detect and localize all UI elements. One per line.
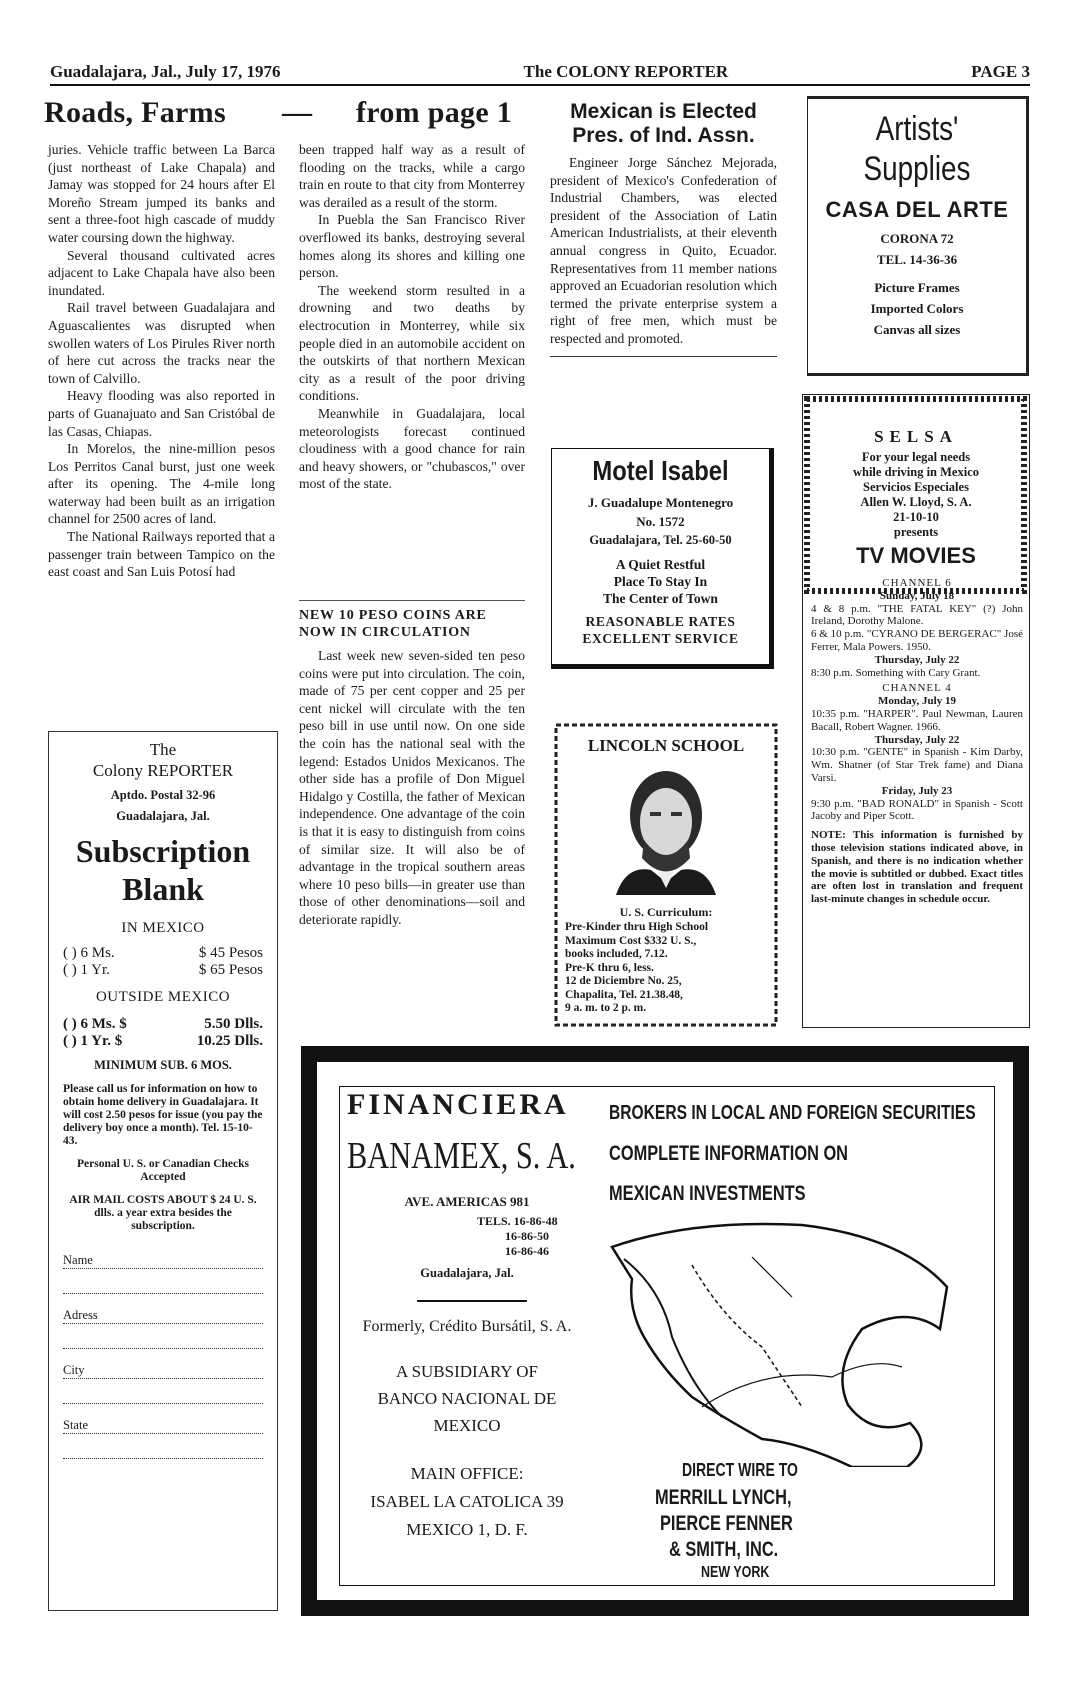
roads-headline-right: from page 1	[356, 96, 513, 129]
minimum-sub: MINIMUM SUB. 6 MOS.	[94, 1058, 232, 1072]
tel-line: 16-86-46	[505, 1244, 549, 1258]
selsa-line: presents	[893, 525, 939, 539]
paragraph: The weekend storm resulted in a drowning and two deaths by electrocution in Monterrey, while six people died in an automobile accident on the outskirts of that northern Mexican city as a result of the poor driving conditions.	[299, 282, 525, 404]
lincoln-line: books included, 7.12.	[565, 948, 668, 960]
paragraph: Rail travel between Guadalajara and Aguascalientes was disrupted when swollen waters of Los Pirules River north of here cut across the tracks near the town of Calvillo.	[48, 300, 275, 386]
smith-inc: & SMITH, INC.	[669, 1538, 779, 1561]
listing: 9:30 p.m. "BAD RONALD" in Spanish - Scott Jacoby and Piper Scott.	[811, 797, 1023, 823]
listing-day: Thursday, July 22	[874, 653, 960, 666]
page-header	[50, 58, 1030, 86]
store-tel: TEL. 14-36-36	[876, 252, 958, 267]
complete-info: COMPLETE INFORMATION ON	[609, 1142, 849, 1165]
item: Imported Colors	[870, 301, 964, 316]
rate-option[interactable]	[63, 962, 263, 979]
blank-title: Blank	[122, 871, 204, 907]
channel-heading: CHANNEL 6	[882, 577, 952, 589]
tel-line: TELS. 16-86-48	[477, 1214, 558, 1228]
listing: 10:35 p.m. "HARPER". Paul Newman, Lauren Bacall, Robert Wagner. 1966.	[811, 707, 1023, 733]
channel-heading: CHANNEL 4	[882, 682, 952, 695]
selsa-ad	[802, 394, 1030, 1028]
subscription-city: Guadalajara, Jal.	[116, 809, 210, 823]
divider	[417, 1300, 527, 1302]
address-field[interactable]	[63, 1302, 263, 1349]
lincoln-title: LINCOLN SCHOOL	[587, 736, 745, 755]
formerly: Formerly, Crédito Bursátil, S. A.	[362, 1318, 572, 1335]
coins-headline: NEW 10 PESO COINS ARE NOW IN CIRCULATION	[299, 608, 487, 640]
tel-line: 16-86-50	[505, 1229, 549, 1243]
field-label: Name	[63, 1253, 93, 1267]
rate-term: ( ) 6 Ms. $	[63, 1016, 127, 1032]
store-street: CORONA 72	[880, 231, 954, 246]
checks-accepted: Personal U. S. or Canadian Checks Accepted	[77, 1158, 249, 1183]
paragraph: Meanwhile in Guadalajara, local meteorologists forecast continued cloudiness with a good chance for rain and heavy showers, or "chubascos," over most of the state.	[299, 405, 525, 492]
brokers-line: BROKERS IN LOCAL AND FOREIGN SECURITIES	[609, 1102, 976, 1124]
listing: 8:30 p.m. Something with Cary Grant.	[811, 666, 981, 679]
masthead-the: The	[149, 740, 177, 759]
divider	[550, 356, 777, 357]
page-number: PAGE 3	[971, 62, 1030, 81]
motel-rates: REASONABLE RATES	[585, 614, 736, 629]
outside-mexico-heading: OUTSIDE MEXICO	[95, 989, 231, 1005]
mexican-headline: Mexican is Elected Pres. of Ind. Assn.	[570, 100, 757, 147]
in-mexico-heading: IN MEXICO	[121, 920, 205, 936]
listing: 4 & 8 p.m. "THE FATAL KEY" (?) John Ireland, Dorothy Malone.	[811, 602, 1023, 628]
banamex-ad	[301, 1046, 1029, 1616]
banamex-name: BANAMEX, S. A.	[347, 1135, 576, 1177]
subscription-title: Subscription	[75, 833, 251, 869]
roads-headline-dash: —	[282, 96, 313, 129]
listing-day: Friday, July 23	[881, 784, 953, 797]
state-field[interactable]	[63, 1412, 263, 1459]
merrill-lynch: MERRILL LYNCH,	[655, 1486, 792, 1509]
paragraph: juries. Vehicle traffic between La Barca (just northeast of Lake Chapala) and Jamay was stopped for 24 hours after El Moreño Stream jumped its banks and sent a three-foot high cascade of muddy water coursing down the highway.	[48, 142, 275, 245]
rate-option[interactable]	[63, 1016, 263, 1033]
coins-article	[299, 600, 525, 929]
motel-title: Motel Isabel	[592, 455, 729, 486]
motel-isabel-ad	[551, 448, 774, 669]
field-label: City	[63, 1363, 85, 1377]
listing-day: Thursday, July 22	[874, 733, 960, 746]
delivery-info: Please call us for information on how to obtain home delivery in Guadalajara. It will cost 2.50 pesos for issue (you pay the delivery boy once a month). Tel. 15-10-43.	[63, 1083, 263, 1147]
rate-term: ( ) 1 Yr.	[63, 962, 110, 978]
lincoln-details	[565, 921, 770, 1016]
store-name: CASA DEL ARTE	[825, 197, 1009, 222]
paragraph: been trapped half way as a result of flooding on the tracks, while a cargo train en route to that city from Monterrey was derailed as a result of the storm.	[299, 142, 525, 210]
subscription-blank	[48, 731, 278, 1611]
mexican-article	[550, 100, 777, 357]
motel-slogan: A Quiet Restful	[615, 557, 706, 572]
listing-day: Sunday, July 18	[879, 589, 955, 602]
paragraph: Several thousand cultivated acres adjacent to Lake Chapala have also been inundated.	[48, 247, 275, 298]
tv-movies-title: TV MOVIES	[856, 543, 976, 568]
office-line: MEXICO 1, D. F.	[406, 1520, 528, 1539]
subsidiary-line: MEXICO	[433, 1416, 501, 1435]
rate-option[interactable]	[63, 945, 263, 962]
motel-owner: J. Guadalupe Montenegro	[587, 495, 734, 510]
field-line[interactable]	[63, 1382, 263, 1404]
direct-wire: DIRECT WIRE TO	[682, 1460, 798, 1480]
newspaper-name: The COLONY REPORTER	[523, 62, 729, 81]
roads-article-col1	[48, 141, 275, 581]
lincoln-line: 9 a. m. to 2 p. m.	[565, 1002, 647, 1014]
financiera: FINANCIERA	[347, 1088, 569, 1121]
rate-price: $ 65 Pesos	[198, 962, 263, 978]
field-label: State	[63, 1418, 88, 1432]
lincoln-line: Pre-K thru 6, less.	[565, 961, 654, 974]
postal-box: Aptdo. Postal 32-96	[110, 788, 216, 802]
paragraph: In Puebla the San Francisco River overflowed its banks, destroying several homes along its shores and killing one person.	[299, 212, 525, 281]
pierce-fenner: PIERCE FENNER	[660, 1512, 793, 1535]
selsa-title: SELSA	[874, 427, 958, 446]
field-label: Adress	[63, 1308, 98, 1322]
field-line[interactable]	[63, 1437, 263, 1459]
lincoln-line: Maximum Cost $332 U. S.,	[565, 934, 697, 947]
mexican-investments: MEXICAN INVESTMENTS	[609, 1182, 806, 1205]
rate-term: ( ) 1 Yr. $	[63, 1033, 123, 1049]
selsa-line: Allen W. Lloyd, S. A.	[860, 495, 972, 509]
main-office	[335, 1460, 599, 1544]
paragraph: In Morelos, the nine-million pesos Los Perritos Canal burst, just one week after its opening. The 4-mile long waterway had been built as an irrigation channel for 2500 acres of land.	[48, 441, 275, 527]
motel-slogan: The Center of Town	[603, 591, 718, 606]
motel-slogan: Place To Stay In	[613, 574, 708, 589]
office-line: ISABEL LA CATOLICA 39	[370, 1492, 564, 1511]
selsa-line: Servicios Especiales	[863, 480, 969, 494]
airmail-costs: AIR MAIL COSTS ABOUT $ 24 U. S. dlls. a year extra besides the subscription.	[69, 1194, 257, 1232]
motel-city: Guadalajara, Tel. 25-60-50	[589, 533, 732, 547]
coins-text: Last week new seven-sided ten peso coins were put into circulation. The coin, made of 75 per cent copper and 25 per cent nickel will circulate with the ten peso bill in use until now. On one side the coin has the national seal with the legend: Estados Unidos Mexicanos. The other side has a profile of Don Miguel Hidalgo y Costilla, the father of Mexican independence. One advantage of the coin is that it is easy to distinguish from coins of similar size. It will also be of advantage in the tropical southern areas where 10 peso bills—in greater use than those of other denominations—soil and deteriorate rapidly.	[299, 648, 525, 927]
lincoln-school-ad	[551, 720, 781, 1030]
selsa-line: 21-10-10	[893, 510, 939, 524]
masthead-name: Colony REPORTER	[92, 761, 234, 780]
lincoln-curriculum: U. S. Curriculum:	[619, 905, 713, 919]
rate-price: $ 45 Pesos	[198, 945, 263, 961]
motel-service: EXCELLENT SERVICE	[582, 631, 739, 646]
field-line[interactable]	[63, 1272, 263, 1294]
rate-term: ( ) 6 Ms.	[63, 945, 115, 961]
listing: 10:30 p.m. "GENTE" in Spanish - Kim Darby, Wm. Shatner (of Star Trek fame) and Diana Varsi.	[811, 746, 1023, 784]
supplies-title: Supplies	[863, 150, 971, 188]
name-field[interactable]	[63, 1247, 263, 1294]
dateline: Guadalajara, Jal., July 17, 1976	[50, 62, 281, 81]
city-field[interactable]	[63, 1357, 263, 1404]
lincoln-portrait-icon	[606, 760, 726, 895]
banamex-city: Guadalajara, Jal.	[420, 1266, 514, 1280]
subsidiary	[335, 1358, 599, 1439]
rate-price: 5.50 Dlls.	[204, 1016, 263, 1032]
lincoln-line: 12 de Diciembre No. 25,	[565, 975, 682, 987]
artists-title: Artists'	[875, 110, 959, 148]
subsidiary-line: A SUBSIDIARY OF	[395, 1362, 539, 1381]
paragraph: Heavy flooding was also reported in parts of Guanajuato and San Cristóbal de las Casas, Chiapas.	[48, 388, 275, 439]
banamex-tels	[477, 1214, 558, 1259]
tv-listings	[803, 569, 1029, 906]
motel-number: No. 1572	[636, 514, 685, 529]
item: Picture Frames	[874, 280, 960, 295]
paragraph: The National Railways reported that a passenger train between Tampico on the east coast and San Luis Potosí had	[48, 529, 275, 580]
new-york: NEW YORK	[701, 1564, 770, 1581]
field-line[interactable]	[63, 1327, 263, 1349]
lincoln-line: Pre-Kinder thru High School	[565, 921, 709, 933]
mexican-text: Engineer Jorge Sánchez Mejorada, president of Mexico's Confederation of Industrial Chambers, was elected president of the Association of Latin American Industrialists, at their eleventh annual congress in Quito, Ecuador. Representatives from 11 member nations approved an Ecuadorian resolution which termed the private enterprise system a right of free men, which must be respected and promoted.	[550, 155, 777, 346]
rate-price: 10.25 Dlls.	[196, 1033, 263, 1049]
lincoln-line: Chapalita, Tel. 21.38.48,	[565, 988, 683, 1001]
listing: 6 & 10 p.m. "CYRANO DE BERGERAC" José Ferrer, Mala Powers. 1950.	[811, 628, 1023, 653]
office-line: MAIN OFFICE:	[410, 1464, 524, 1483]
rate-option[interactable]	[63, 1033, 263, 1050]
selsa-line: For your legal needs	[861, 450, 971, 464]
listing-day: Monday, July 19	[878, 695, 956, 708]
subsidiary-line: BANCO NACIONAL DE	[377, 1389, 557, 1408]
tv-note: NOTE: This information is furnished by those television stations indicated above, in Spanish, and there is no indication whether the movie is subtitled or dubbed. Exact titles are often lost in translation and frequent last-minute changes in schedule occur.	[811, 829, 1023, 906]
mexico-map-icon	[602, 1217, 972, 1467]
banamex-address: AVE. AMERICAS 981	[404, 1194, 530, 1209]
artists-supplies-ad	[807, 96, 1029, 376]
selsa-line: while driving in Mexico	[852, 465, 980, 479]
roads-headline-left: Roads, Farms	[44, 96, 226, 129]
roads-article-col2	[299, 141, 525, 493]
item: Canvas all sizes	[873, 322, 961, 337]
